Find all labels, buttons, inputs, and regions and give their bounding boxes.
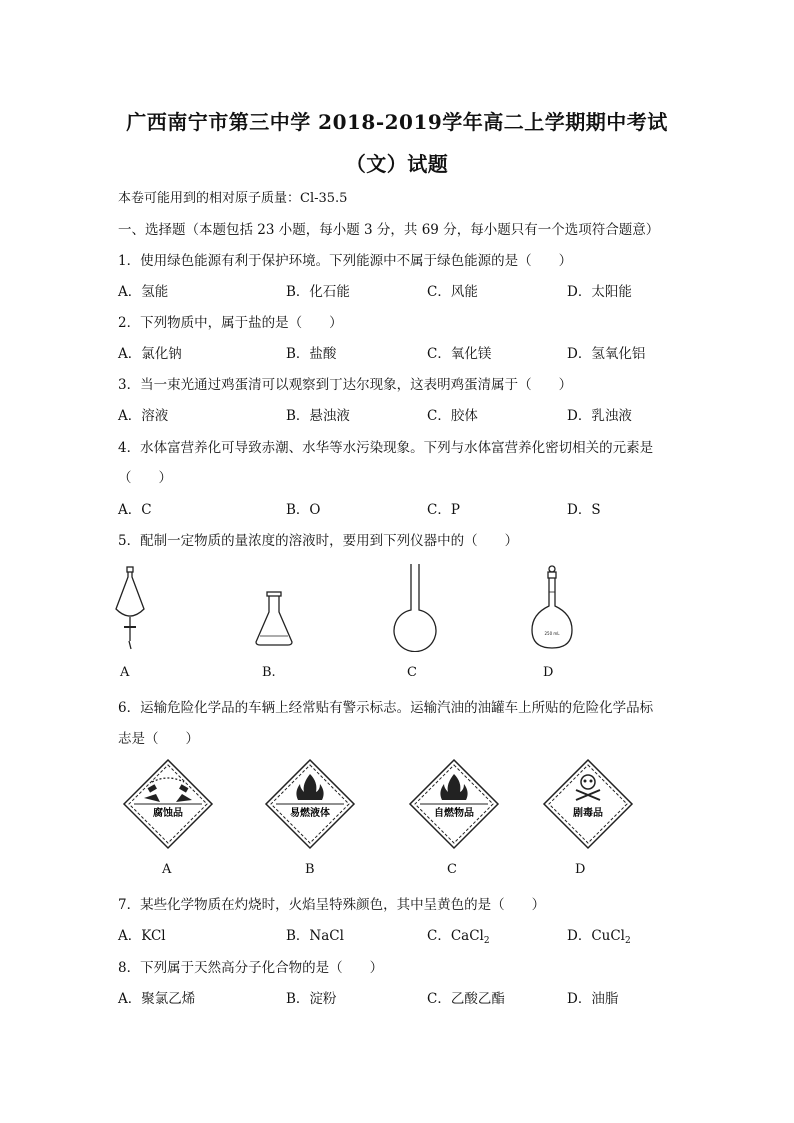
question-stem: 3．当一束光通过鸡蛋清可以观察到丁达尔现象，这表明鸡蛋清属于（ ）: [118, 377, 573, 393]
image-label-b: B.: [262, 665, 276, 680]
option-b: B．盐酸: [286, 346, 337, 362]
image-label-a: A: [162, 862, 172, 877]
question-stem-continued: 志是（ ）: [118, 731, 199, 747]
separatory-funnel-icon: [112, 565, 148, 655]
option-a: A．C: [118, 502, 152, 518]
question-stem-continued: （ ）: [118, 470, 172, 486]
option-a: A．KCl: [118, 928, 166, 944]
conical-flask-icon: [252, 590, 296, 648]
option-c: C．风能: [427, 284, 478, 300]
question-stem: 4．水体富营养化可导致赤潮、水华等水污染现象。下列与水体富营养化密切相关的元素是: [118, 440, 654, 456]
toxic-sign-icon: [542, 758, 634, 850]
question-stem: 2．下列物质中，属于盐的是（ ）: [118, 315, 343, 331]
image-label-d: D: [575, 862, 586, 877]
option-a: A．溶液: [118, 408, 169, 424]
option-d: D．太阳能: [567, 284, 632, 300]
spontaneously-combustible-sign-icon: [408, 758, 500, 850]
question-stem: 5．配制一定物质的量浓度的溶液时，要用到下列仪器中的（ ）: [118, 533, 519, 549]
option-d: D．油脂: [567, 991, 619, 1007]
round-bottom-flask-icon: [391, 562, 439, 652]
image-label-a: A: [120, 665, 130, 680]
option-c: C．P: [427, 502, 460, 518]
flask-capacity-label: 250 mL: [544, 631, 560, 636]
question-stem: 8．下列属于天然高分子化合物的是（ ）: [118, 960, 384, 976]
option-a: A．氢能: [118, 284, 169, 300]
option-b: B．NaCl: [286, 928, 344, 944]
question-stem: 7．某些化学物质在灼烧时，火焰呈特殊颜色，其中呈黄色的是（ ）: [118, 897, 546, 913]
intro-text: 本卷可能用到的相对原子质量：Cl-35.5: [118, 191, 348, 206]
sign-label: 易燃液体: [290, 808, 330, 819]
sign-label: 腐蚀品: [153, 808, 183, 819]
page-title: 广西南宁市第三中学 2018-2019学年高二上学期期中考试: [126, 110, 668, 134]
image-label-d: D: [543, 665, 554, 680]
image-label-c: C: [407, 665, 417, 680]
option-d: D．CuCl$_2$: [567, 928, 631, 946]
image-label-c: C: [447, 862, 457, 877]
page-subtitle: （文）试题: [345, 152, 449, 176]
option-d: D．乳浊液: [567, 408, 632, 424]
option-d: D．氢氧化铝: [567, 346, 646, 362]
option-b: B．淀粉: [286, 991, 337, 1007]
option-c: C．氧化镁: [427, 346, 492, 362]
section-heading: 一、选择题（本题包括 23 小题，每小题 3 分，共 69 分，每小题只有一个选项符合题意）: [118, 222, 660, 238]
option-c: C．胶体: [427, 408, 478, 424]
sign-label: 剧毒品: [573, 808, 603, 819]
option-b: B．悬浊液: [286, 408, 350, 424]
option-b: B．O: [286, 502, 321, 518]
image-label-b: B: [305, 862, 315, 877]
option-b: B．化石能: [286, 284, 350, 300]
corrosive-sign-icon: [122, 758, 214, 850]
sign-label: 自燃物品: [434, 808, 474, 819]
question-stem: 1．使用绿色能源有利于保护环境。下列能源中不属于绿色能源的是（ ）: [118, 253, 573, 269]
option-c: C．乙酸乙酯: [427, 991, 505, 1007]
volumetric-flask-icon: [526, 564, 578, 652]
option-c: C．CaCl$_2$: [427, 928, 490, 946]
option-a: A．氯化钠: [118, 346, 182, 362]
question-stem: 6．运输危险化学品的车辆上经常贴有警示标志。运输汽油的油罐车上所贴的危险化学品标: [118, 700, 654, 716]
flammable-liquid-sign-icon: [264, 758, 356, 850]
option-a: A．聚氯乙烯: [118, 991, 196, 1007]
option-d: D．S: [567, 502, 601, 518]
